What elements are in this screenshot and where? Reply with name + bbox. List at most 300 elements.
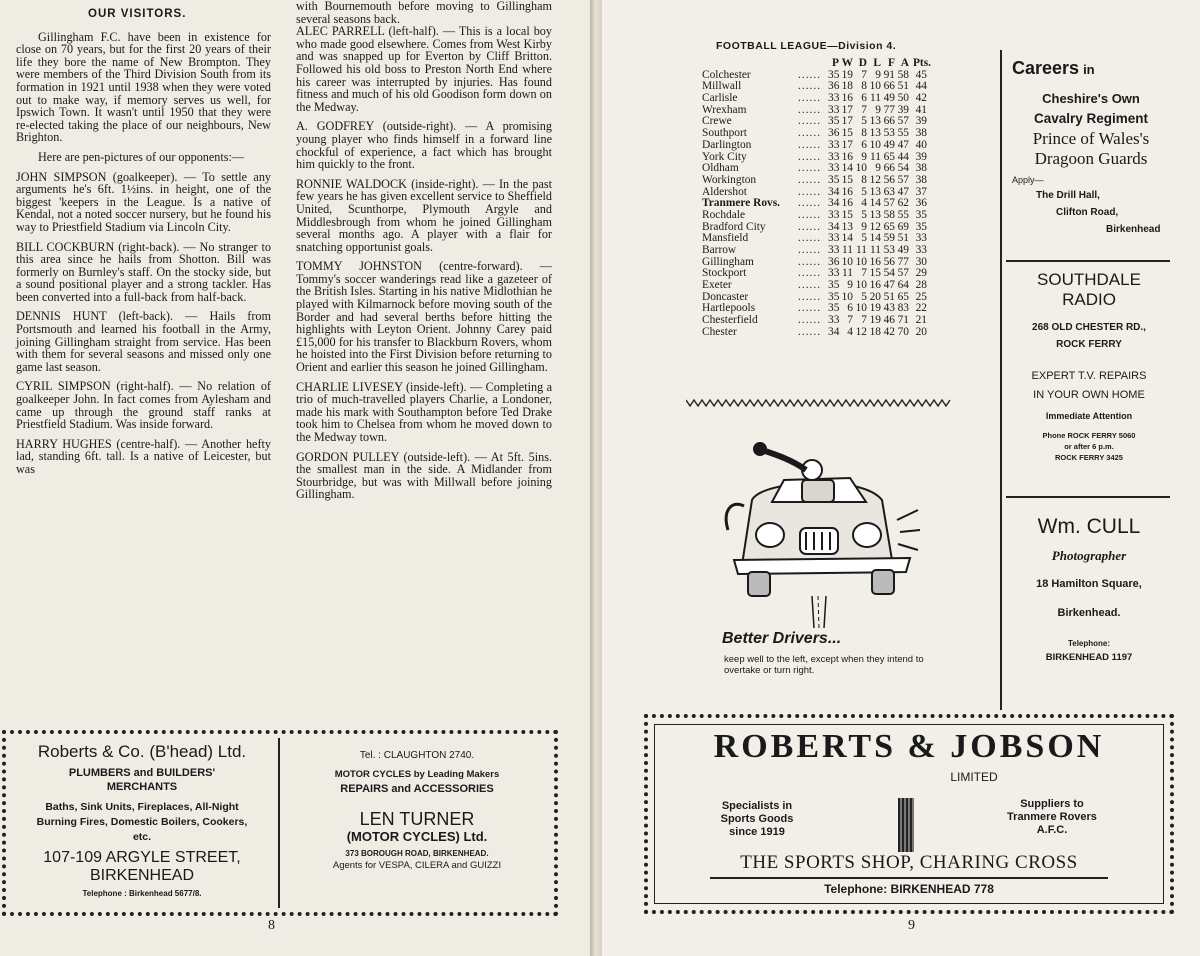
- leader-dots: ......: [798, 268, 822, 280]
- cull-telephone: BIRKENHEAD 1197: [1045, 652, 1133, 663]
- left-column-2: [296, 0, 552, 508]
- stat-cell: 13: [869, 115, 881, 128]
- player-description: (left-back). — Hails from Portsmouth and learned his football in the Army, joining Gillingham straight from service. Has been with them for several seasons and missed only one game last season.: [16, 309, 271, 374]
- careers-address-2: Clifton Road,: [1056, 207, 1119, 218]
- stat-cell: 36: [828, 80, 840, 93]
- stat-cell: 62: [897, 197, 909, 210]
- league-header-row: [702, 58, 962, 70]
- southdale-phone-1: Phone ROCK FERRY 5060: [1042, 431, 1136, 440]
- stat-cell: 38: [915, 162, 927, 175]
- player-description: (right-half). — No relation of goalkeeper John. In fact comes from Aylesham and came up through the ground staff ranks at Priestfield Stadium. Was inside forward.: [16, 379, 271, 432]
- left-column-1: [16, 8, 271, 483]
- league-row: [702, 280, 962, 292]
- stat-cell: 33: [828, 267, 840, 280]
- team-name: Aldershot: [702, 186, 747, 198]
- stat-cell: 12: [869, 173, 881, 186]
- ad-separator-2: [1006, 496, 1170, 498]
- len-turner-line-2: REPAIRS and ACCESSORIES: [340, 783, 494, 795]
- intro-paragraph-2: Here are pen-pictures of our opponents:—: [38, 149, 245, 164]
- stat-cell: 6: [847, 302, 853, 315]
- right-column-divider: [1000, 50, 1002, 710]
- stat-cell: 42: [883, 325, 895, 338]
- page-number-left: 8: [268, 918, 275, 933]
- stat-cell: 13: [869, 208, 881, 221]
- roberts-co-telephone: Telephone : Birkenhead 5677/8.: [82, 889, 202, 898]
- stat-cell: 9: [875, 162, 881, 175]
- stat-cell: 18: [841, 80, 853, 93]
- stat-cell: 51: [897, 232, 909, 245]
- southdale-phone-3: ROCK FERRY 3425: [1055, 453, 1123, 462]
- stat-cell: 36: [828, 255, 840, 268]
- league-table: [702, 40, 962, 339]
- stat-cell: 10: [855, 162, 867, 175]
- stat-cell: 33: [828, 314, 840, 327]
- leader-dots: ......: [798, 291, 822, 303]
- player-list-col2: [296, 25, 552, 501]
- stat-cell: 58: [883, 208, 895, 221]
- stat-cell: 57: [897, 115, 909, 128]
- leader-dots: ......: [798, 128, 822, 140]
- team-name: Bradford City: [702, 221, 766, 233]
- stat-cell: 28: [915, 279, 927, 292]
- stat-cell: 10: [869, 80, 881, 93]
- stat-cell: 39: [915, 115, 927, 128]
- stat-cell: 58: [897, 68, 909, 81]
- stat-cell: 44: [915, 80, 927, 93]
- stat-cell: 16: [841, 197, 853, 210]
- stat-cell: 11: [870, 92, 881, 105]
- player-name: CHARLIE LIVESEY: [296, 379, 403, 394]
- team-name: Colchester: [702, 69, 751, 81]
- leader-dots: ......: [798, 69, 822, 81]
- stat-cell: 15: [841, 127, 853, 140]
- stat-cell: 35: [828, 279, 840, 292]
- stat-cell: 38: [915, 127, 927, 140]
- player-entry: [16, 438, 271, 476]
- stat-cell: 36: [915, 197, 927, 210]
- stat-cell: 33: [828, 232, 840, 245]
- stat-cell: 50: [897, 92, 909, 105]
- stat-cell: 16: [841, 150, 853, 163]
- player-entry: [296, 451, 552, 501]
- player-name: BILL COCKBURN: [16, 239, 115, 254]
- leader-dots: ......: [798, 233, 822, 245]
- player-entry: [296, 25, 552, 113]
- stat-cell: 57: [883, 197, 895, 210]
- rj-left-1: Specialists in: [721, 800, 793, 812]
- leader-dots: ......: [798, 326, 822, 338]
- league-rows: [702, 70, 962, 339]
- careers-address-3: Birkenhead: [1106, 224, 1161, 235]
- player-entry: [296, 260, 552, 373]
- stat-cell: 40: [915, 138, 927, 151]
- stat-cell: 14: [841, 232, 853, 245]
- stat-cell: 34: [828, 325, 840, 338]
- cull-name: Wm. CULL: [1037, 515, 1141, 538]
- stat-cell: 22: [915, 302, 927, 315]
- stat-cell: 11: [856, 244, 867, 256]
- stat-cell: 53: [883, 127, 895, 140]
- stat-cell: 66: [883, 115, 895, 128]
- intro-paragraph: Gillingham F.C. have been in existence for close on 70 years, but for the first 20 years of their life they bore the name of New Brompton. They were members of the Third Division South from its formation in 1921 until 1938 when they were voted out to make way, if memory serves us well, for Ipswich Town. It wasn't until 1950 that they were re-elected taking the place of our neighbours, New Brighton.: [16, 29, 271, 145]
- stat-cell: 20: [915, 325, 927, 338]
- southdale-line-2: IN YOUR OWN HOME: [1033, 389, 1145, 401]
- safety-ad: [722, 630, 942, 676]
- careers-line-3: Prince of Wales's: [1032, 129, 1150, 148]
- player-description: (goalkeeper). — To settle any arguments he's 6ft. 1½ins. in height, one of the biggest 'keepers in the League. Is a native of Kendal, not a noted soccer nursery, but he found his way to Priestfield Stadium via Lincoln City.: [16, 169, 272, 234]
- stat-cell: 33: [915, 232, 927, 245]
- stat-cell: 35: [915, 208, 927, 221]
- leader-dots: ......: [798, 303, 822, 315]
- stat-cell: 5: [861, 208, 867, 221]
- league-title: FOOTBALL LEAGUE—Division 4.: [716, 40, 897, 52]
- stat-cell: 54: [897, 162, 909, 175]
- roberts-jobson-shop: THE SPORTS SHOP, CHARING CROSS: [740, 852, 1078, 873]
- player-name: A. GODFREY: [296, 119, 374, 134]
- team-name: Doncaster: [702, 291, 749, 303]
- stat-cell: 17: [841, 138, 853, 151]
- roberts-jobson-limited: LIMITED: [950, 770, 998, 784]
- leader-dots: ......: [798, 104, 822, 116]
- stat-cell: 35: [828, 302, 840, 315]
- len-turner-ad: [284, 750, 550, 872]
- player-name: GORDON PULLEY: [296, 449, 399, 464]
- stat-cell: 10: [869, 138, 881, 151]
- stat-cell: 10: [841, 255, 853, 268]
- careers-ad: [1010, 58, 1172, 238]
- cull-address-1: 18 Hamilton Square,: [1036, 578, 1142, 590]
- stat-cell: 10: [841, 290, 853, 303]
- careers-apply: Apply—: [1012, 175, 1044, 185]
- stat-cell: 38: [915, 173, 927, 186]
- car-cartoon-illustration: [722, 440, 922, 630]
- stat-cell: 65: [897, 290, 909, 303]
- player-name: DENNIS HUNT: [16, 309, 107, 324]
- stat-cell: 11: [842, 244, 853, 256]
- team-name: Barrow: [702, 245, 737, 256]
- team-name: Workington: [702, 174, 757, 186]
- stat-cell: 33: [828, 244, 840, 256]
- team-name: Oldham: [702, 163, 739, 175]
- team-name: Rochdale: [702, 209, 746, 221]
- roberts-jobson-ad: [654, 728, 1164, 784]
- stat-cell: 7: [861, 314, 867, 327]
- stat-cell: 33: [828, 150, 840, 163]
- len-turner-name: LEN TURNER: [359, 809, 475, 829]
- rj-right-3: A.F.C.: [1036, 824, 1068, 836]
- player-description: (centre-forward). — Tommy's soccer wanderings read like a gazeteer of the British Isles. Starting in his native Midlothian he played with Kilmarnock before moving south of the Border and had several berths before hitting the highlights with Leyton Orient. Johnny Carey paid £15,000 for his transfer to Blackburn Rovers, whom he hoisted into the First Division before returning to Orient and earlier this season he joined Gillingham.: [296, 259, 552, 375]
- player-description: (inside-left). — Completing a trio of much-travelled players Charlie, a Londoner, made his mark with Southampton before Ted Drake took him to Chelsea from whom he moved down to the Medway town.: [296, 379, 552, 444]
- stat-cell: 46: [883, 314, 895, 327]
- player-name: JOHN SIMPSON: [16, 169, 107, 184]
- stat-cell: 54: [883, 267, 895, 280]
- stat-cell: 69: [897, 220, 909, 233]
- stat-cell: 39: [915, 150, 927, 163]
- ad-separator-1: [1006, 260, 1170, 262]
- stat-cell: 6: [861, 138, 867, 151]
- stat-cell: 91: [883, 68, 895, 81]
- stat-cell: 34: [828, 185, 840, 198]
- leader-dots: ......: [798, 256, 822, 268]
- stat-cell: 63: [883, 185, 895, 198]
- header-a: A: [900, 57, 909, 69]
- left-page: [0, 0, 592, 956]
- stat-cell: 4: [847, 325, 853, 338]
- right-page: [602, 0, 1200, 956]
- player-entry: [296, 381, 552, 444]
- stat-cell: 11: [870, 150, 881, 163]
- rj-right-2: Tranmere Rovers: [1007, 811, 1097, 823]
- stat-cell: 14: [869, 232, 881, 245]
- stat-cell: 8: [861, 127, 867, 140]
- team-name: Gillingham: [702, 256, 754, 268]
- stat-cell: 49: [897, 244, 909, 256]
- stat-cell: 14: [841, 162, 853, 175]
- stat-cell: 7: [847, 314, 853, 327]
- leader-dots: ......: [798, 209, 822, 221]
- leader-dots: ......: [798, 315, 822, 327]
- team-name: York City: [702, 151, 747, 163]
- team-name: Tranmere Rovs.: [702, 198, 781, 210]
- stat-cell: 19: [869, 302, 881, 315]
- player-name: HARRY HUGHES: [16, 436, 112, 451]
- stat-cell: 35: [915, 220, 927, 233]
- southdale-line-1: EXPERT T.V. REPAIRS: [1031, 370, 1147, 382]
- southdale-address-2: ROCK FERRY: [1056, 339, 1122, 350]
- stat-cell: 17: [841, 103, 853, 116]
- player-description: (inside-right). — In the past few years he has given excellent service to Sheffield United, Scunthorpe, Plymouth Argyle and Middlesbrough from whom he joined Gillingham several months ago. A player with a flair for snatching opportunist goals.: [296, 176, 552, 254]
- team-name: Mansfield: [702, 233, 749, 245]
- stat-cell: 33: [915, 244, 927, 256]
- stat-cell: 34: [828, 220, 840, 233]
- stat-cell: 34: [828, 197, 840, 210]
- stat-cell: 8: [861, 80, 867, 93]
- stat-cell: 16: [841, 92, 853, 105]
- team-name: Wrexham: [702, 104, 747, 116]
- stat-cell: 10: [855, 279, 867, 292]
- stat-cell: 57: [897, 173, 909, 186]
- player-list-col1: [16, 171, 271, 476]
- team-name: Exeter: [702, 280, 732, 292]
- stat-cell: 5: [861, 115, 867, 128]
- stat-cell: 83: [897, 302, 909, 315]
- stat-cell: 51: [883, 290, 895, 303]
- leader-dots: ......: [798, 221, 822, 233]
- stat-cell: 11: [870, 244, 881, 256]
- team-name: Chesterfield: [702, 315, 758, 327]
- trophy-emblem: [898, 798, 914, 852]
- stat-cell: 12: [855, 325, 867, 338]
- stat-cell: 7: [861, 68, 867, 81]
- stat-cell: 30: [915, 255, 927, 268]
- stat-cell: 70: [897, 325, 909, 338]
- stat-cell: 13: [869, 185, 881, 198]
- team-name: Carlisle: [702, 93, 738, 105]
- safety-headline: Better Drivers...: [722, 630, 842, 647]
- roberts-jobson-name: ROBERTS & JOBSON: [713, 728, 1105, 765]
- stat-cell: 36: [828, 127, 840, 140]
- header-l: L: [873, 57, 881, 69]
- stat-cell: 15: [841, 208, 853, 221]
- stat-cell: 33: [828, 138, 840, 151]
- len-turner-agents: Agents for VESPA, CILERA and GUIZZI: [332, 860, 502, 871]
- player-name: TOMMY JOHNSTON: [296, 259, 422, 274]
- zigzag-divider: [686, 398, 952, 408]
- stat-cell: 35: [828, 115, 840, 128]
- careers-in: in: [1083, 62, 1095, 77]
- roberts-jobson-left-block: [702, 800, 812, 839]
- southdale-name-1: SOUTHDALE: [1037, 270, 1141, 289]
- league-row: [702, 327, 962, 339]
- team-name: Southport: [702, 128, 747, 140]
- stat-cell: 13: [869, 127, 881, 140]
- stat-cell: 59: [883, 232, 895, 245]
- southdale-phone-2: or after 6 p.m.: [1064, 442, 1114, 451]
- leader-dots: ......: [798, 151, 822, 163]
- stat-cell: 44: [897, 150, 909, 163]
- southdale-radio-ad: [1006, 270, 1172, 463]
- stat-cell: 35: [828, 173, 840, 186]
- leader-dots: ......: [798, 163, 822, 175]
- cull-telephone-label: Telephone:: [1067, 639, 1111, 648]
- player-name: ALEC PARRELL: [296, 24, 385, 39]
- rj-right-1: Suppliers to: [1020, 798, 1084, 810]
- len-turner-address: 373 BOROUGH ROAD, BIRKENHEAD.: [345, 849, 489, 858]
- stat-cell: 9: [861, 220, 867, 233]
- roberts-jobson-right-block: [982, 798, 1122, 837]
- stat-cell: 15: [841, 173, 853, 186]
- stat-cell: 19: [869, 314, 881, 327]
- stat-cell: 33: [828, 92, 840, 105]
- player-entry: [296, 120, 552, 170]
- stat-cell: 45: [915, 68, 927, 81]
- stat-cell: 53: [883, 244, 895, 256]
- stat-cell: 5: [861, 232, 867, 245]
- player-description: (left-half). — This is a local boy who made good elsewhere. Comes from West Kirby and was snapped up for Everton by Cliff Britton. Followed his old boss to Preston North End where his career was interrupted by injuries. Has found fitness and much of his old Goodison form down on the Medway.: [296, 24, 552, 114]
- stat-cell: 47: [897, 138, 909, 151]
- cull-address-2: Birkenhead.: [1057, 607, 1121, 619]
- stat-cell: 56: [883, 255, 895, 268]
- stat-cell: 47: [883, 279, 895, 292]
- league-row: [702, 210, 962, 222]
- stat-cell: 49: [883, 138, 895, 151]
- stat-cell: 9: [861, 150, 867, 163]
- section-heading: OUR VISITORS.: [88, 8, 187, 20]
- stat-cell: 65: [883, 220, 895, 233]
- stat-cell: 10: [855, 302, 867, 315]
- stat-cell: 9: [847, 279, 853, 292]
- roberts-co-ad: [10, 742, 274, 898]
- stat-cell: 39: [897, 103, 909, 116]
- team-name: Stockport: [702, 268, 747, 280]
- stat-cell: 77: [883, 103, 895, 116]
- player-name: RONNIE WALDOCK: [296, 176, 407, 191]
- stat-cell: 33: [828, 103, 840, 116]
- team-name: Crewe: [702, 116, 732, 128]
- stat-cell: 9: [875, 68, 881, 81]
- player-description: (centre-half). — Another hefty lad, standing 6ft. tall. Is a native of Leicester, but was: [16, 436, 271, 476]
- stat-cell: 57: [897, 267, 909, 280]
- league-row: [702, 175, 962, 187]
- stat-cell: 33: [828, 208, 840, 221]
- cull-photographer-ad: [1006, 514, 1172, 666]
- league-row: [702, 93, 962, 105]
- rj-left-2: Sports Goods: [720, 813, 794, 825]
- roberts-co-trade: PLUMBERS and BUILDERS' MERCHANTS: [68, 767, 216, 793]
- len-turner-name-2: (MOTOR CYCLES) Ltd.: [346, 829, 488, 844]
- team-name: Hartlepools: [702, 303, 756, 315]
- careers-address-1: The Drill Hall,: [1036, 190, 1100, 201]
- player-entry: [296, 178, 552, 254]
- southdale-name-2: RADIO: [1062, 290, 1116, 309]
- player-description: (right-back). — No stranger to this area since he hails from Shotton. Bill was formerly on Burnley's staff. On the stocky side, but a sound positional player and a strong tackler. Has been converted into a full-back from half-back.: [16, 239, 271, 304]
- stat-cell: 9: [875, 103, 881, 116]
- stat-cell: 77: [897, 255, 909, 268]
- stat-cell: 4: [861, 197, 867, 210]
- careers-title: Careers: [1012, 58, 1080, 78]
- southdale-address-1: 268 OLD CHESTER RD.,: [1032, 322, 1146, 333]
- player-entry: [16, 241, 271, 304]
- leader-dots: ......: [798, 139, 822, 151]
- stat-cell: 51: [897, 80, 909, 93]
- team-name: Millwall: [702, 81, 742, 93]
- player-description: (outside-left). — At 5ft. 5ins. the smallest man in the side. A Midlander from Stourbridge, but was with Millwall before joining Gillingham.: [296, 449, 552, 502]
- stat-cell: 12: [869, 220, 881, 233]
- stat-cell: 65: [883, 150, 895, 163]
- len-turner-line-1: MOTOR CYCLES by Leading Makers: [334, 769, 500, 780]
- leader-dots: ......: [798, 245, 822, 256]
- stat-cell: 8: [861, 173, 867, 186]
- stat-cell: 16: [841, 185, 853, 198]
- cull-trade: Photographer: [1051, 548, 1127, 563]
- safety-text: keep well to the left, except when they intend to overtake or turn right.: [724, 654, 924, 676]
- leader-dots: ......: [798, 198, 822, 210]
- stat-cell: 37: [915, 185, 927, 198]
- stat-cell: 17: [841, 115, 853, 128]
- stat-cell: 5: [861, 290, 867, 303]
- team-name: Darlington: [702, 139, 752, 151]
- header-f: F: [888, 57, 895, 69]
- stat-cell: 7: [861, 103, 867, 116]
- stat-cell: 29: [915, 267, 927, 280]
- stat-cell: 41: [915, 103, 927, 116]
- leader-dots: ......: [798, 93, 822, 105]
- team-name: Chester: [702, 326, 737, 338]
- continued-text: with Bournemouth before moving to Gillingham several seasons back.: [296, 0, 552, 26]
- leader-dots: ......: [798, 186, 822, 198]
- stat-cell: 13: [841, 220, 853, 233]
- stat-cell: 16: [869, 279, 881, 292]
- header-pts: Pts.: [912, 57, 931, 69]
- player-entry: [16, 171, 271, 234]
- player-entry: [16, 310, 271, 373]
- stat-cell: 14: [869, 197, 881, 210]
- header-d: D: [858, 57, 867, 69]
- stat-cell: 19: [841, 68, 853, 81]
- player-entry: [16, 380, 271, 430]
- stat-cell: 64: [897, 279, 909, 292]
- roberts-co-address-2: BIRKENHEAD: [89, 867, 195, 884]
- stat-cell: 5: [861, 185, 867, 198]
- stat-cell: 66: [883, 162, 895, 175]
- stat-cell: 33: [828, 162, 840, 175]
- player-name: CYRIL SIMPSON: [16, 379, 111, 394]
- stat-cell: 56: [883, 173, 895, 186]
- stat-cell: 16: [869, 255, 881, 268]
- stat-cell: 66: [883, 80, 895, 93]
- player-description: (outside-right). — A promising young player who finds himself in a forward line chockful of experience, a fact which has brought him quickly to the front.: [296, 119, 552, 172]
- roberts-co-address-1: 107-109 ARGYLE STREET,: [43, 849, 241, 866]
